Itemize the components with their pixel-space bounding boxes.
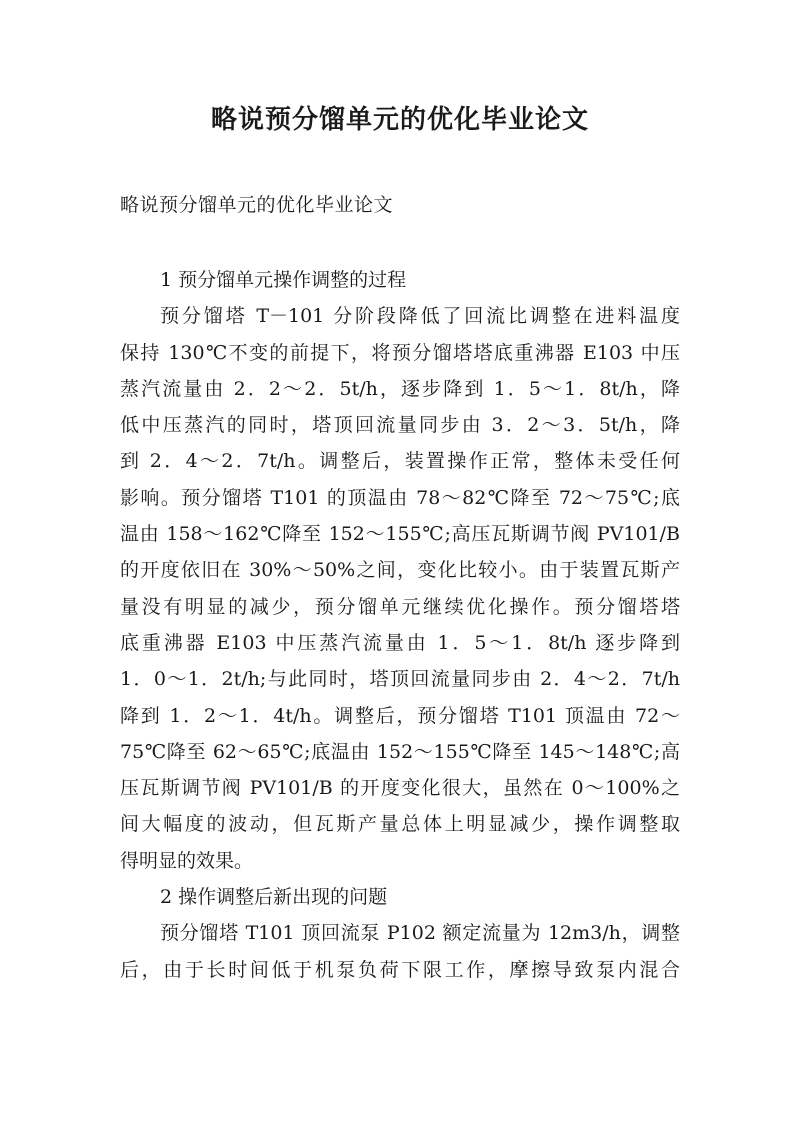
text-line: 蒸汽流量由 2．2～2．5t/h，逐步降到 1．5～1．8t/h，降 <box>120 377 680 400</box>
document-title: 略说预分馏单元的优化毕业论文 <box>210 105 589 135</box>
text-line: 到 2．4～2．7t/h。调整后，装置操作正常，整体未受任何 <box>120 450 680 473</box>
text-line: 底重沸器 E103 中压蒸汽流量由 1．5～1．8t/h 逐步降到 <box>120 631 680 654</box>
text-line: 间大幅度的波动，但瓦斯产量总体上明显减少，操作调整取 <box>120 813 680 836</box>
document-body <box>120 262 680 988</box>
text-line: 量没有明显的减少，预分馏单元继续优化操作。预分馏塔塔 <box>120 595 680 618</box>
text-line: 1 预分馏单元操作调整的过程 <box>160 269 407 291</box>
text-line: 75℃降至 62～65℃;底温由 152～155℃降至 145～148℃;高 <box>120 740 680 763</box>
text-line: 得明显的效果。 <box>120 849 254 872</box>
text-line: 后，由于长时间低于机泵负荷下限工作，摩擦导致泵内混合 <box>120 958 680 981</box>
text-line: 低中压蒸汽的同时，塔顶回流量同步由 3．2～3．5t/h，降 <box>120 414 680 437</box>
text-line: 保持 130℃不变的前提下，将预分馏塔塔底重沸器 E103 中压 <box>120 341 680 364</box>
text-line: 1．0～1．2t/h;与此同时，塔顶回流量同步由 2．4～2．7t/h <box>120 668 680 691</box>
text-line: 的开度依旧在 30%～50%之间，变化比较小。由于装置瓦斯产 <box>120 559 680 582</box>
text-line: 预分馏塔 T101 顶回流泵 P102 额定流量为 12m3/h，调整 <box>160 922 680 945</box>
document-subtitle: 略说预分馏单元的优化毕业论文 <box>120 194 394 216</box>
text-line: 压瓦斯调节阀 PV101/B 的开度变化很大，虽然在 0～100%之 <box>120 777 680 800</box>
text-line: 降到 1．2～1．4t/h。调整后，预分馏塔 T101 顶温由 72～ <box>120 704 680 727</box>
text-line: 温由 158～162℃降至 152～155℃;高压瓦斯调节阀 PV101/B <box>120 523 680 546</box>
text-line: 预分馏塔 T－101 分阶段降低了回流比调整在进料温度 <box>160 305 680 328</box>
text-line: 影响。预分馏塔 T101 的顶温由 78～82℃降至 72～75℃;底 <box>120 486 680 509</box>
text-line: 2 操作调整后新出现的问题 <box>160 886 388 909</box>
